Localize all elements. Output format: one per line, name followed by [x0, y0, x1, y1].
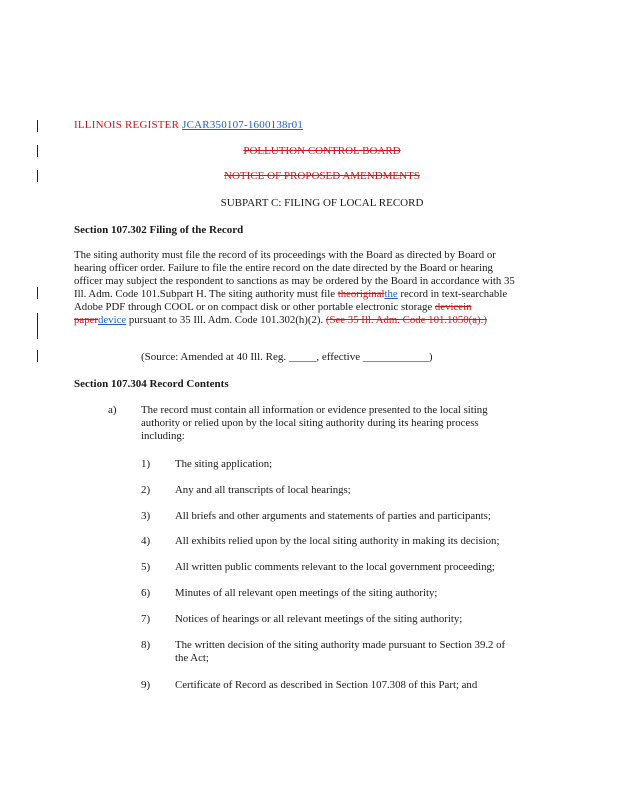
- item-a-text: The record must contain all information or evidence presented to the local siting authority or relied upon by the local siting authority during its hearing process including:: [141, 404, 488, 442]
- list-item-number: 1): [141, 458, 151, 470]
- section-302-heading: Section 107.302 Filing of the Record: [74, 224, 244, 236]
- deleted-notice-title: NOTICE OF PROPOSED AMENDMENTS: [224, 170, 420, 182]
- deleted-text-2: devicein paper: [74, 301, 472, 326]
- list-item-number: 9): [141, 679, 151, 691]
- list-item-number: 2): [141, 484, 151, 496]
- list-item-text: All written public comments relevant to the local government proceeding;: [175, 561, 495, 573]
- list-item-text: The written decision of the siting authority made pursuant to Section 39.2 of the Act;: [175, 639, 506, 664]
- jcar-code: JCAR350107-1600138r01: [182, 119, 304, 131]
- list-item-number: 3): [141, 510, 151, 522]
- list-item-text: All exhibits relied upon by the local siting authority in making its decision;: [175, 535, 500, 547]
- source-line: (Source: Amended at 40 Ill. Reg. _____, effective ____________): [141, 351, 433, 363]
- list-item-number: 6): [141, 587, 151, 599]
- list-item-text: The siting application;: [175, 458, 273, 470]
- deleted-board-title: POLLUTION CONTROL BOARD: [243, 145, 401, 157]
- list-item-number: 4): [141, 535, 151, 547]
- list-item-number: 5): [141, 561, 151, 573]
- item-a-letter: a): [108, 404, 117, 416]
- list-item-text: Minutes of all relevant open meetings of the siting authority;: [175, 587, 438, 599]
- register-title: ILLINOIS REGISTER: [74, 119, 180, 131]
- inserted-text-1: the: [384, 288, 398, 300]
- deleted-text-3: (See 35 Ill. Adm. Code 101.1050(a).): [325, 314, 487, 326]
- section-302-paragraph: The siting authority must file the record of its proceedings with the Board as directed by Board or hearing officer order. Failure to file the entire record on the date directed by the Board or hearing officer may subject the respondent to sanctions as may be ordered by the Board in accordance with 35 Ill. Adm. Code 101.Subpart H. The siting authority must file theoriginalthe record in text-searchable Adobe PDF through COOL or on compact disk or other portable electronic storage devicein paperdevice pursuant to 35 Ill. Adm. Code 101.302(h)(2). (See 35 Ill. Adm. Code 101.1050(a).): [74, 249, 515, 326]
- deleted-text-1: theoriginal: [337, 288, 385, 300]
- list-item-number: 7): [141, 613, 151, 625]
- subpart-title: SUBPART C: FILING OF LOCAL RECORD: [220, 197, 424, 209]
- list-item-number: 8): [141, 639, 151, 651]
- section-304-heading: Section 107.304 Record Contents: [74, 378, 229, 390]
- list-item-text: All briefs and other arguments and statements of parties and participants;: [175, 510, 491, 522]
- change-bar-6: [37, 350, 38, 362]
- change-bar-1: [37, 120, 38, 132]
- register-header: [74, 119, 303, 131]
- list-item-text: Notices of hearings or all relevant meetings of the siting authority;: [175, 613, 463, 625]
- list-item-text: Certificate of Record as described in Section 107.308 of this Part; and: [175, 679, 478, 691]
- change-bar-5: [37, 313, 38, 339]
- change-bar-4: [37, 287, 38, 299]
- inserted-text-2: device: [97, 314, 127, 326]
- list-item-text: Any and all transcripts of local hearings;: [175, 484, 351, 496]
